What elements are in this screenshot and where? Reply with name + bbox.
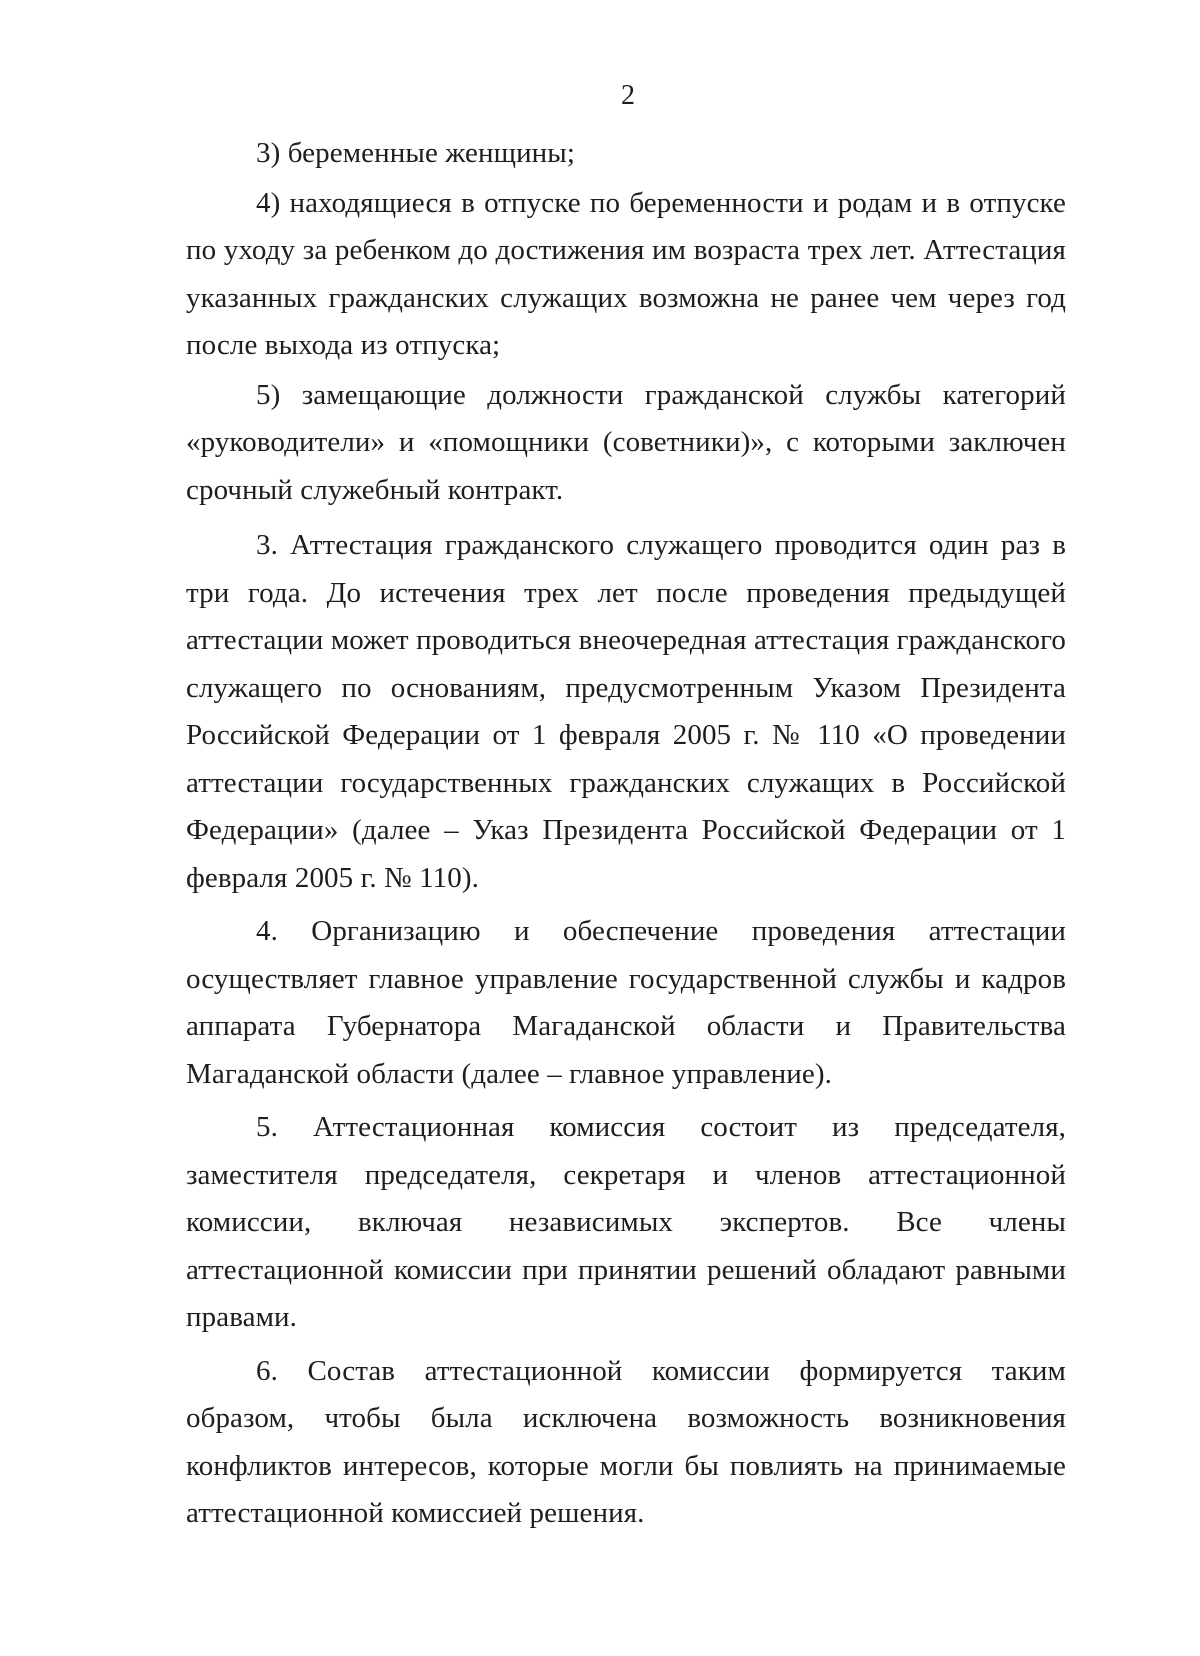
document-body (186, 130, 1066, 1538)
paragraph-attestation-frequency: 3. Аттестация гражданского служащего проводится один раз в три года. До истечения трех лет после проведения предыдущей аттестации может проводиться внеочередная аттестация гражданского служащего по основаниям, предусмотренным Указом Президента Российской Федерации от 1 февраля 2005 г. № 110 «О проведении аттестации государственных гражданских служащих в Российской Федерации» (далее – Указ Президента Российской Федерации от 1 февраля 2005 г. № 110). (186, 529, 1066, 894)
list-item-pregnant-women: 3) беременные женщины; (256, 137, 576, 169)
paragraph-commission-formation: 6. Состав аттестационной комиссии формируется таким образом, чтобы была исключена возможность возникновения конфликтов интересов, которые могли бы повлиять на принимаемые аттестационной комиссией решения. (186, 1354, 1066, 1529)
paragraph-commission-composition: 5. Аттестационная комиссия состоит из председателя, заместителя председателя, секретаря и членов аттестационной комиссии, включая независимых экспертов. Все члены аттестационной комиссии при принятии решений обладают равными правами. (186, 1111, 1066, 1333)
list-item-fixed-term-contract: 5) замещающие должности гражданской службы категорий «руководители» и «помощники (советники)», с которыми заключен срочный служебный контракт. (186, 378, 1066, 506)
page-number: 2 (620, 80, 636, 111)
paragraph-attestation-organization: 4. Организацию и обеспечение проведения аттестации осуществляет главное управление государственной службы и кадров аппарата Губернатора Магаданской области и Правительства Магаданской области (далее – главное управление). (186, 915, 1066, 1090)
list-item-maternity-leave: 4) находящиеся в отпуске по беременности и родам и в отпуске по уходу за ребенком до достижения им возраста трех лет. Аттестация указанных гражданских служащих возможна не ранее чем через год после выхода из отпуска; (186, 186, 1066, 361)
